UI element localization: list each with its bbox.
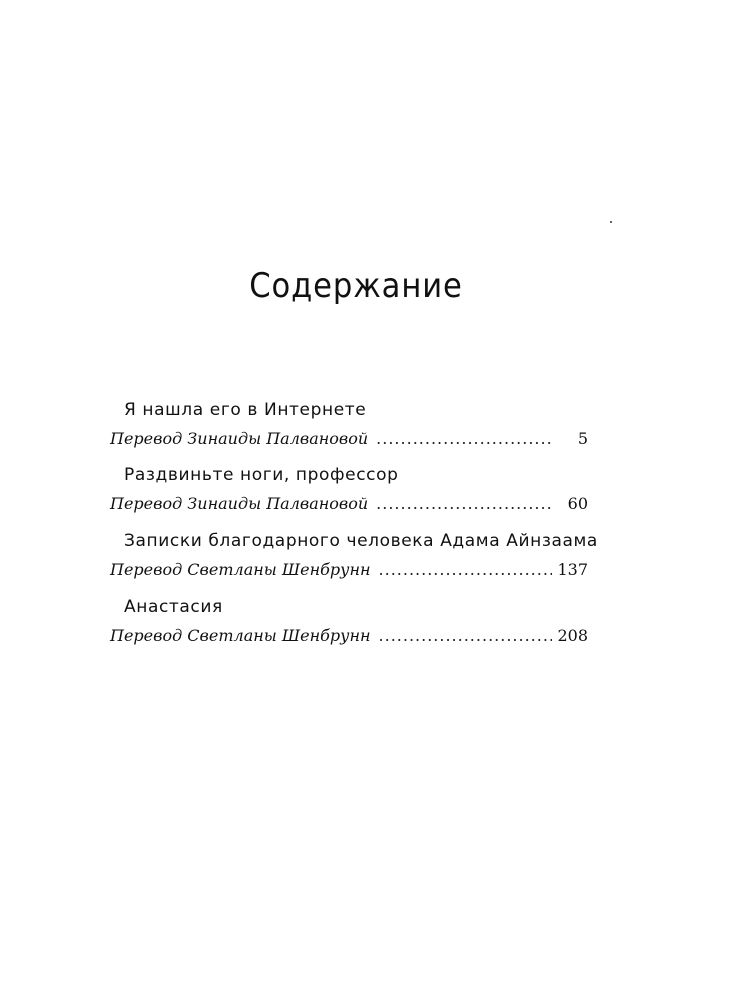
toc-entry [110, 399, 588, 450]
toc-entry [110, 530, 598, 581]
dot-leader [376, 493, 552, 515]
toc-entry-line [110, 625, 588, 647]
toc-entry-title: Я нашла его в Интернете [124, 400, 367, 420]
toc-entry-title: Раздвиньте ноги, профессор [124, 465, 399, 485]
toc-entry-title: Анастасия [124, 597, 223, 617]
toc-entry-title: Записки благодарного человека Адама Айнзаама [124, 531, 598, 551]
print-speck [610, 221, 612, 223]
toc-entry-line [110, 428, 588, 450]
toc-entry-page-number: 208 [557, 626, 588, 645]
dot-leader [379, 559, 552, 581]
toc-entry-line [110, 559, 588, 581]
toc-entry-page-number: 60 [567, 494, 588, 513]
dot-leader [379, 625, 552, 647]
toc-entry [110, 596, 588, 647]
toc-entry-page-number: 5 [577, 429, 588, 448]
toc-entry-translator: Перевод Зинаиды Палвановой [110, 494, 369, 513]
toc-entry-page-number: 137 [557, 560, 588, 579]
toc-entry-line [110, 493, 588, 515]
table-of-contents-heading: Содержание [249, 266, 463, 306]
toc-entry-translator: Перевод Зинаиды Палвановой [110, 429, 369, 448]
toc-entry-translator: Перевод Светланы Шенбрунн [110, 560, 371, 579]
toc-entry-translator: Перевод Светланы Шенбрунн [110, 626, 371, 645]
toc-entry [110, 464, 588, 515]
dot-leader [376, 428, 552, 450]
